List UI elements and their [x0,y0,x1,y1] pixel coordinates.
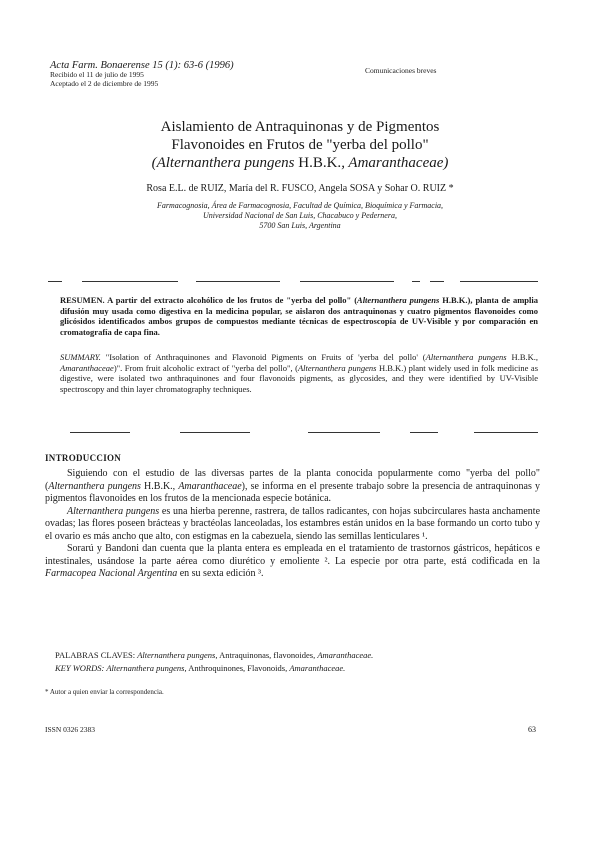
species-name: Alternanthera pungens [67,505,160,517]
title-line-2: Flavonoides en Frutos de "yerba del pollo" [171,137,429,153]
authors: Rosa E.L. de RUIZ, María del R. FUSCO, Angela SOSA y Sohar O. RUIZ * [146,183,454,194]
title-authority: H.B.K. [298,155,342,171]
abstract-label: RESUMEN. [60,295,105,305]
keywords-spanish: PALABRAS CLAVES: Alternanthera pungens, Antraquinonas, flavonoides, Amaranthaceae. [55,650,374,660]
affiliation-line-3: 5700 San Luis, Argentina [259,221,341,230]
intro-paragraph-2: Alternanthera pungens es una hierba perenne, rastrera, de tallos radicantes, con hojas subcirculares hasta anchamente ovadas; las flores poseen brácteas y bractéolas lanceoladas, los estambres están unidos en la base formando un corto tubo y el ovario es más ancho que alto, con estigmas en la cabezuela, siendo las semillas lenticulares ¹. [45,505,541,542]
affiliation-line-2: Universidad Nacional de San Luis, Chacabuco y Pedernera, [203,211,397,220]
species-name: Alternanthera pungens [48,480,141,492]
summary-label: SUMMARY. [60,352,101,362]
divider [196,281,280,282]
species-name: Alternanthera pungens [357,295,440,305]
accepted-date: Aceptado el 2 de diciembre de 1995 [50,78,159,88]
abstract-spanish: RESUMEN. A partir del extracto alcohólico de los frutos de "yerba del pollo" (Alternanthera pungens H.B.K.), planta de amplia difusión muy usada como digestiva en la medicina popular, se aislaron dos antraquinonas y cuatro pigmentos flavonoides como glicósidos identificados ambos grupos de compuestos mediante técnicas de espectroscopía de UV-Visible y por comparación en cromatografía de capa fina. [60,295,538,337]
footnote: * Autor a quien enviar la correspondencia. [45,688,164,696]
title-line-3 [60,154,540,172]
species-name: Alternanthera pungens [297,362,377,373]
affiliation [80,201,520,231]
keywords-english: KEY WORDS: Alternanthera pungens, Anthroquinones, Flavonoids, Amaranthaceae. [55,662,346,673]
divider [82,281,178,282]
received-date: Recibido el 11 de julio de 1995 [50,70,144,79]
intro-paragraph-1: Siguiendo con el estudio de las diversas partes de la planta conocida popularmente como "yerba del pollo" (Alternanthera pungens H.B.K., Amaranthaceae), se informa en el presente trabajo sobre la presencia de antraquinonas y pigmentos flavonoides en los frutos de la mencionada especie botánica. [45,468,540,504]
divider [430,281,444,282]
divider [48,281,62,282]
title-family: , Amaranthaceae) [341,155,449,171]
journal-citation: Acta Farm. Bonaerense 15 (1): 63-6 (1996) [50,60,234,71]
section-heading-introduction: INTRODUCCION [45,453,122,463]
divider [308,432,380,433]
divider [70,432,130,433]
intro-paragraph-3: Sorarú y Bandoni dan cuenta que la planta entera es empleada en el tratamiento de trastornos gástricos, hepáticos e intestinales, usándose la parte aérea como diurético y emoliente ². La especie por otra parte, está codificada en la Farmacopea Nacional Argentina en su sexta edición ³. [45,543,540,579]
family-name: Amaranthaceae [178,480,242,492]
title-species: (Alternanthera pungens [151,155,299,171]
title-line-1: Aislamiento de Antraquinonas y de Pigmentos [160,119,440,135]
keywords [45,650,540,675]
species-name: Alternanthera pungens [425,352,507,362]
affiliation-line-1: Farmacognosia, Área de Farmacognosia, Facultad de Química, Bioquímica y Farmacia, [156,201,444,210]
section-type: Comunicaciones breves [365,66,437,75]
divider [180,432,250,433]
journal-header [50,60,234,88]
page-number: 63 [528,725,536,734]
divider [460,281,538,282]
divider [412,281,420,282]
divider [300,281,394,282]
divider [410,432,438,433]
introduction-body [45,468,540,581]
issn: ISSN 0326 2383 [45,725,96,734]
divider [474,432,538,433]
abstract-english: SUMMARY. "Isolation of Anthraquinones and Flavonoid Pigments on Fruits of 'yerba del pollo' (Alternanthera pungens H.B.K., Amaranthaceae)". From fruit alcoholic extract of "yerba del pollo", (Alternanthera pungens H.B.K.) plant widely used in folk medicine as digestive, were isolated two anthraquinones and four flavonoids pigments, as glycosides, and they were identified by UV-Visible spectroscopy and thin layer chromatography techniques. [60,352,539,394]
pharmacopoeia-title: Farmacopea Nacional Argentina [45,568,178,579]
family-name: Amaranthaceae [60,362,114,373]
